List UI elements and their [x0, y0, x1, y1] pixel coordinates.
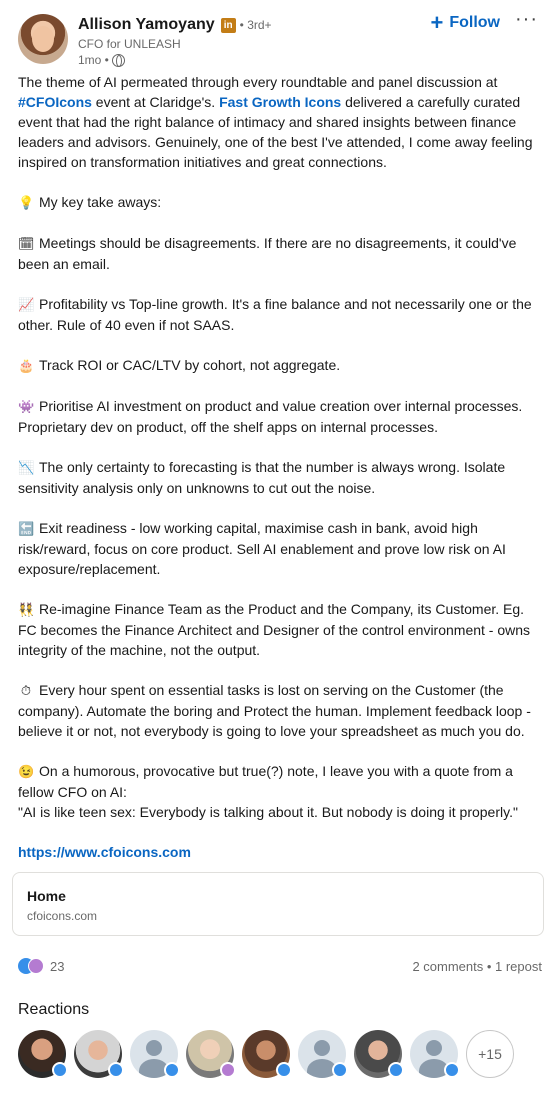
- reactions-heading: Reactions: [18, 1001, 90, 1018]
- people-icon: 👯: [18, 602, 35, 617]
- cake-icon: 🎂: [18, 358, 35, 373]
- support-reaction-icon: [28, 958, 44, 974]
- takeaway-text: Re-imagine Finance Team as the Product and the Company, its Customer. Eg. FC becomes the Finance Architect and Designer of the control environment - owns integrity of the machine, not the output.: [18, 601, 531, 658]
- like-reaction-icon: [52, 1062, 68, 1078]
- support-reaction-icon: [220, 1062, 236, 1078]
- preview-domain: cfoicons.com: [27, 909, 98, 923]
- intro-text-2: event at Claridge's.: [91, 94, 220, 110]
- alien-monster-icon: 👾: [18, 399, 35, 414]
- takeaway-item: [18, 294, 542, 335]
- takeaways-heading: [18, 192, 542, 213]
- takeaway-text: Profitability vs Top-line growth. It's a fine balance and not necessarily one or the other. Rule of 40 even if not SAAS.: [18, 296, 532, 333]
- reactor-avatar[interactable]: [410, 1030, 458, 1078]
- lightbulb-icon: 💡: [18, 195, 35, 210]
- reactor-avatar[interactable]: [130, 1030, 178, 1078]
- like-reaction-icon: [108, 1062, 124, 1078]
- author-avatar[interactable]: [18, 14, 68, 64]
- reactor-avatar[interactable]: [74, 1030, 122, 1078]
- wink-icon: 😉: [18, 764, 35, 779]
- takeaway-item: [18, 355, 542, 376]
- takeaway-text: Exit readiness - low working capital, maximise cash in bank, avoid high risk/reward, focus on core product. Sell AI enablement and prove low risk on AI exposure/replacement.: [18, 520, 506, 577]
- reactor-avatar[interactable]: [298, 1030, 346, 1078]
- reactors-list: [18, 1030, 514, 1078]
- stopwatch-icon: ⏱: [20, 683, 32, 698]
- post-body: [18, 72, 542, 882]
- reactor-avatar[interactable]: [186, 1030, 234, 1078]
- author-name-row: [78, 14, 272, 36]
- post-age: 1mo •: [78, 53, 109, 67]
- quote-text: "AI is like teen sex: Everybody is talking about it. But nobody is doing it properly.": [18, 804, 518, 820]
- mention-link[interactable]: Fast Growth Icons: [219, 94, 342, 110]
- social-counts: [18, 956, 542, 976]
- like-reaction-icon: [444, 1062, 460, 1078]
- chart-up-icon: 📈: [18, 297, 35, 312]
- reaction-icon-stack: [18, 958, 44, 974]
- author-headline: CFO for UNLEASH: [78, 37, 181, 51]
- author-name[interactable]: Allison Yamoyany: [78, 16, 215, 33]
- end-arrow-icon: 🔚: [18, 521, 35, 536]
- plus-icon: +: [430, 10, 444, 35]
- preview-title: Home: [27, 888, 66, 904]
- follow-button[interactable]: [430, 12, 500, 34]
- takeaway-item: [18, 233, 542, 274]
- takeaway-item: [18, 518, 542, 579]
- reaction-summary[interactable]: [18, 958, 64, 974]
- comments-reposts-count[interactable]: 2 comments • 1 repost: [412, 958, 542, 974]
- closing-text: On a humorous, provocative but true(?) note, I leave you with a quote from a fellow CFO on AI:: [18, 763, 513, 800]
- author-info: [78, 14, 272, 68]
- reaction-count: 23: [50, 958, 65, 974]
- post-url-row: [18, 842, 542, 862]
- like-reaction-icon: [332, 1062, 348, 1078]
- post-intro: [18, 72, 542, 172]
- takeaway-text: Prioritise AI investment on product and value creation over internal processes. Proprietary dev on product, off the shelf apps on internal processes.: [18, 398, 523, 435]
- closing-note: [18, 761, 542, 822]
- intro-text-3: delivered a carefully curated event that had the right balance of intimacy and shared insights between finance leaders and advisors. Genuinely, one of the best I've attended, I come away feeling inspired on transformation initiatives and great connections.: [18, 94, 533, 170]
- intro-text-1: The theme of AI permeated through every roundtable and panel discussion at: [18, 74, 498, 90]
- reactor-avatar[interactable]: [18, 1030, 66, 1078]
- post-header: [18, 8, 542, 67]
- chart-down-icon: 📉: [18, 460, 35, 475]
- post-time: [78, 52, 272, 68]
- calendar-icon: 🗓: [18, 236, 35, 251]
- hashtag-link[interactable]: #CFOIcons: [18, 94, 92, 110]
- post-url-link[interactable]: https://www.cfoicons.com: [18, 844, 191, 860]
- takeaway-text: Track ROI or CAC/LTV by cohort, not aggregate.: [39, 357, 341, 373]
- like-reaction-icon: [276, 1062, 292, 1078]
- more-options-button[interactable]: ···: [515, 8, 538, 30]
- takeaway-text: Every hour spent on essential tasks is lost on serving on the Customer (the company). Automate the boring and Protect the human. Implement feedback loop - believe it or not, not everybody is going to love your spreadsheet as much you do.: [18, 682, 531, 739]
- takeaway-text: The only certainty to forecasting is that the number is always wrong. Isolate sensitivity analysis only on unknowns to cut out the noise.: [18, 459, 506, 496]
- like-reaction-icon: [164, 1062, 180, 1078]
- link-preview-card[interactable]: [12, 872, 544, 936]
- takeaway-item: [18, 680, 542, 741]
- connection-degree: • 3rd+: [239, 18, 272, 32]
- follow-label: Follow: [449, 14, 500, 31]
- linkedin-premium-icon: in: [221, 18, 236, 33]
- reactor-avatar[interactable]: [242, 1030, 290, 1078]
- like-reaction-icon: [388, 1062, 404, 1078]
- globe-icon: [112, 54, 125, 67]
- reactor-avatar[interactable]: [354, 1030, 402, 1078]
- takeaway-text: Meetings should be disagreements. If there are no disagreements, it could've been an email.: [18, 235, 517, 272]
- takeaway-item: [18, 457, 542, 498]
- more-reactors-button[interactable]: +15: [466, 1030, 514, 1078]
- takeaway-item: [18, 599, 542, 660]
- takeaway-item: [18, 396, 542, 437]
- takeaways-heading-text: My key take aways:: [39, 194, 162, 210]
